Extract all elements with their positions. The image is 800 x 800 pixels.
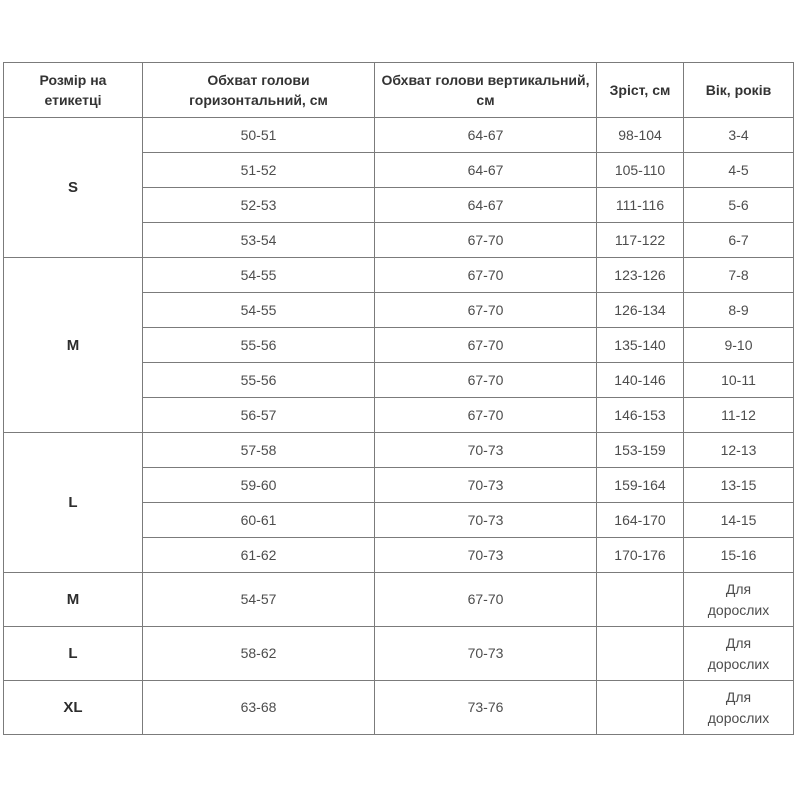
- header-head-vertical: Обхват голови вертикальний, см: [375, 63, 597, 118]
- age-cell: 15-16: [684, 538, 794, 573]
- size-cell-s: S: [4, 118, 143, 258]
- vertical-cell: 73-76: [375, 681, 597, 735]
- table-row-adult: [4, 573, 794, 627]
- horizontal-cell: 56-57: [143, 398, 375, 433]
- horizontal-cell: 55-56: [143, 363, 375, 398]
- age-cell: 6-7: [684, 223, 794, 258]
- table-row: [4, 118, 794, 153]
- vertical-cell: 64-67: [375, 188, 597, 223]
- vertical-cell: 70-73: [375, 538, 597, 573]
- age-cell: 5-6: [684, 188, 794, 223]
- height-cell: 159-164: [597, 468, 684, 503]
- age-cell: 8-9: [684, 293, 794, 328]
- height-cell: 98-104: [597, 118, 684, 153]
- vertical-cell: 67-70: [375, 328, 597, 363]
- horizontal-cell: 57-58: [143, 433, 375, 468]
- age-cell: 10-11: [684, 363, 794, 398]
- height-cell: 126-134: [597, 293, 684, 328]
- table-row: [4, 258, 794, 293]
- horizontal-cell: 63-68: [143, 681, 375, 735]
- age-text: Для дорослих: [707, 580, 770, 618]
- size-chart-table: [3, 62, 794, 735]
- age-cell: 14-15: [684, 503, 794, 538]
- vertical-cell: 64-67: [375, 153, 597, 188]
- horizontal-cell: 58-62: [143, 627, 375, 681]
- horizontal-cell: 55-56: [143, 328, 375, 363]
- horizontal-cell: 54-55: [143, 293, 375, 328]
- header-row: [4, 63, 794, 118]
- age-cell: 12-13: [684, 433, 794, 468]
- height-cell: 105-110: [597, 153, 684, 188]
- height-cell: 135-140: [597, 328, 684, 363]
- size-cell-adult-l: L: [4, 627, 143, 681]
- size-cell-l: L: [4, 433, 143, 573]
- header-size-label: Розмір на етикетці: [4, 63, 143, 118]
- horizontal-cell: 59-60: [143, 468, 375, 503]
- horizontal-cell: 60-61: [143, 503, 375, 538]
- size-cell-adult-xl: XL: [4, 681, 143, 735]
- vertical-cell: 67-70: [375, 363, 597, 398]
- age-text: Для дорослих: [707, 688, 770, 726]
- vertical-cell: 67-70: [375, 258, 597, 293]
- height-cell: [597, 681, 684, 735]
- horizontal-cell: 52-53: [143, 188, 375, 223]
- height-cell: [597, 573, 684, 627]
- header-age: Вік, років: [684, 63, 794, 118]
- age-cell: [684, 573, 794, 627]
- horizontal-cell: 54-57: [143, 573, 375, 627]
- height-cell: 123-126: [597, 258, 684, 293]
- height-cell: 170-176: [597, 538, 684, 573]
- vertical-cell: 67-70: [375, 293, 597, 328]
- age-cell: 4-5: [684, 153, 794, 188]
- height-cell: 111-116: [597, 188, 684, 223]
- horizontal-cell: 53-54: [143, 223, 375, 258]
- age-cell: 3-4: [684, 118, 794, 153]
- age-cell: 9-10: [684, 328, 794, 363]
- age-cell: [684, 627, 794, 681]
- height-cell: 164-170: [597, 503, 684, 538]
- size-cell-m: M: [4, 258, 143, 433]
- table-row: [4, 433, 794, 468]
- vertical-cell: 67-70: [375, 573, 597, 627]
- horizontal-cell: 61-62: [143, 538, 375, 573]
- vertical-cell: 70-73: [375, 468, 597, 503]
- table-row-adult: [4, 681, 794, 735]
- size-cell-adult-m: M: [4, 573, 143, 627]
- vertical-cell: 67-70: [375, 223, 597, 258]
- height-cell: [597, 627, 684, 681]
- vertical-cell: 70-73: [375, 627, 597, 681]
- header-head-horizontal: Обхват голови горизонтальний, см: [143, 63, 375, 118]
- horizontal-cell: 54-55: [143, 258, 375, 293]
- horizontal-cell: 51-52: [143, 153, 375, 188]
- height-cell: 140-146: [597, 363, 684, 398]
- horizontal-cell: 50-51: [143, 118, 375, 153]
- vertical-cell: 67-70: [375, 398, 597, 433]
- vertical-cell: 70-73: [375, 503, 597, 538]
- height-cell: 153-159: [597, 433, 684, 468]
- table-row-adult: [4, 627, 794, 681]
- height-cell: 146-153: [597, 398, 684, 433]
- vertical-cell: 70-73: [375, 433, 597, 468]
- age-cell: 11-12: [684, 398, 794, 433]
- age-text: Для дорослих: [707, 634, 770, 672]
- age-cell: 7-8: [684, 258, 794, 293]
- height-cell: 117-122: [597, 223, 684, 258]
- vertical-cell: 64-67: [375, 118, 597, 153]
- age-cell: [684, 681, 794, 735]
- age-cell: 13-15: [684, 468, 794, 503]
- header-height: Зріст, см: [597, 63, 684, 118]
